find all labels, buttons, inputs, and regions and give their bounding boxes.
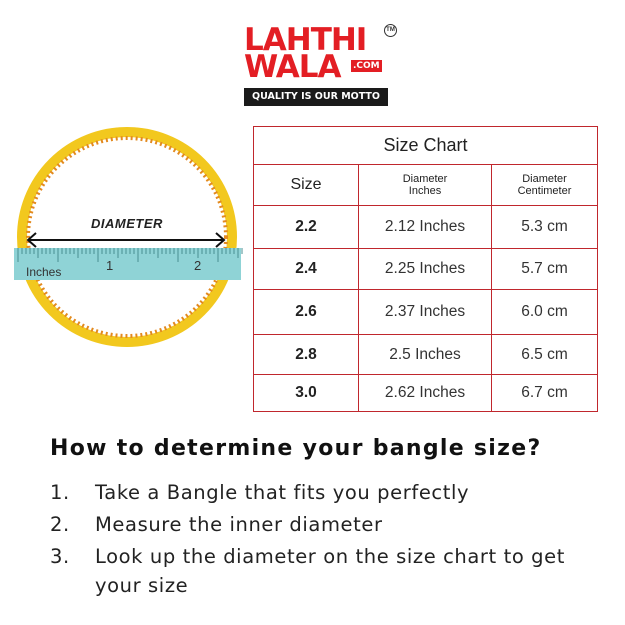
list-item xyxy=(50,478,610,507)
cell-inches: 2.12 Inches xyxy=(359,206,492,249)
step-number: 2. xyxy=(50,513,70,536)
cell-inches: 2.37 Inches xyxy=(359,290,492,335)
cell-inches: 2.62 Inches xyxy=(359,375,492,412)
size-chart-title: Size Chart xyxy=(254,127,598,165)
cell-inches: 2.25 Inches xyxy=(359,249,492,290)
logo-domain-badge: .COM xyxy=(353,61,380,71)
ruler-mark-2: 2 xyxy=(194,258,202,273)
list-item xyxy=(50,542,610,600)
cell-size: 3.0 xyxy=(254,375,359,412)
cell-size: 2.8 xyxy=(254,335,359,375)
logo-word-wala: WALA xyxy=(244,49,341,85)
cell-size: 2.4 xyxy=(254,249,359,290)
step-text: Measure the inner diameter xyxy=(95,513,383,536)
instructions-list xyxy=(50,478,610,603)
cell-size: 2.2 xyxy=(254,206,359,249)
instructions-heading: How to determine your bangle size? xyxy=(50,436,542,461)
header-size: Size xyxy=(254,165,359,206)
cell-size: 2.6 xyxy=(254,290,359,335)
step-text: Take a Bangle that fits you perfectly xyxy=(95,481,470,504)
header-diameter-cm xyxy=(492,165,598,206)
cell-inches: 2.5 Inches xyxy=(359,335,492,375)
step-number: 1. xyxy=(50,481,70,504)
table-row xyxy=(254,290,598,335)
logo-motto: QUALITY IS OUR MOTTO xyxy=(244,88,388,106)
cell-cm: 5.3 cm xyxy=(492,206,598,249)
ruler-mark-1: 1 xyxy=(106,258,114,273)
size-chart-table xyxy=(253,126,598,412)
ruler-icon xyxy=(14,248,242,280)
ruler-unit-label: Inches xyxy=(26,265,62,279)
bangle-ruler-illustration xyxy=(10,120,245,355)
header-diameter-inches xyxy=(359,165,492,206)
cell-cm: 6.7 cm xyxy=(492,375,598,412)
cell-cm: 6.5 cm xyxy=(492,335,598,375)
header-diameter-cm-text: Diameter Centimeter xyxy=(517,173,572,197)
table-row xyxy=(254,249,598,290)
bangle-icon xyxy=(22,132,232,342)
logo-word-lahthi: LAHTHI xyxy=(244,22,367,58)
table-row xyxy=(254,375,598,412)
table-row xyxy=(254,335,598,375)
diameter-label: DIAMETER xyxy=(91,216,163,231)
header-diameter-inches-text: Diameter Inches xyxy=(402,173,448,197)
list-item xyxy=(50,510,610,539)
step-number: 3. xyxy=(50,545,70,568)
table-row xyxy=(254,206,598,249)
cell-cm: 6.0 cm xyxy=(492,290,598,335)
brand-logo xyxy=(244,24,394,108)
trademark-symbol: TM xyxy=(384,24,397,37)
cell-cm: 5.7 cm xyxy=(492,249,598,290)
step-text: Look up the diameter on the size chart to get your size xyxy=(95,545,565,597)
diameter-arrow-icon xyxy=(28,233,224,247)
